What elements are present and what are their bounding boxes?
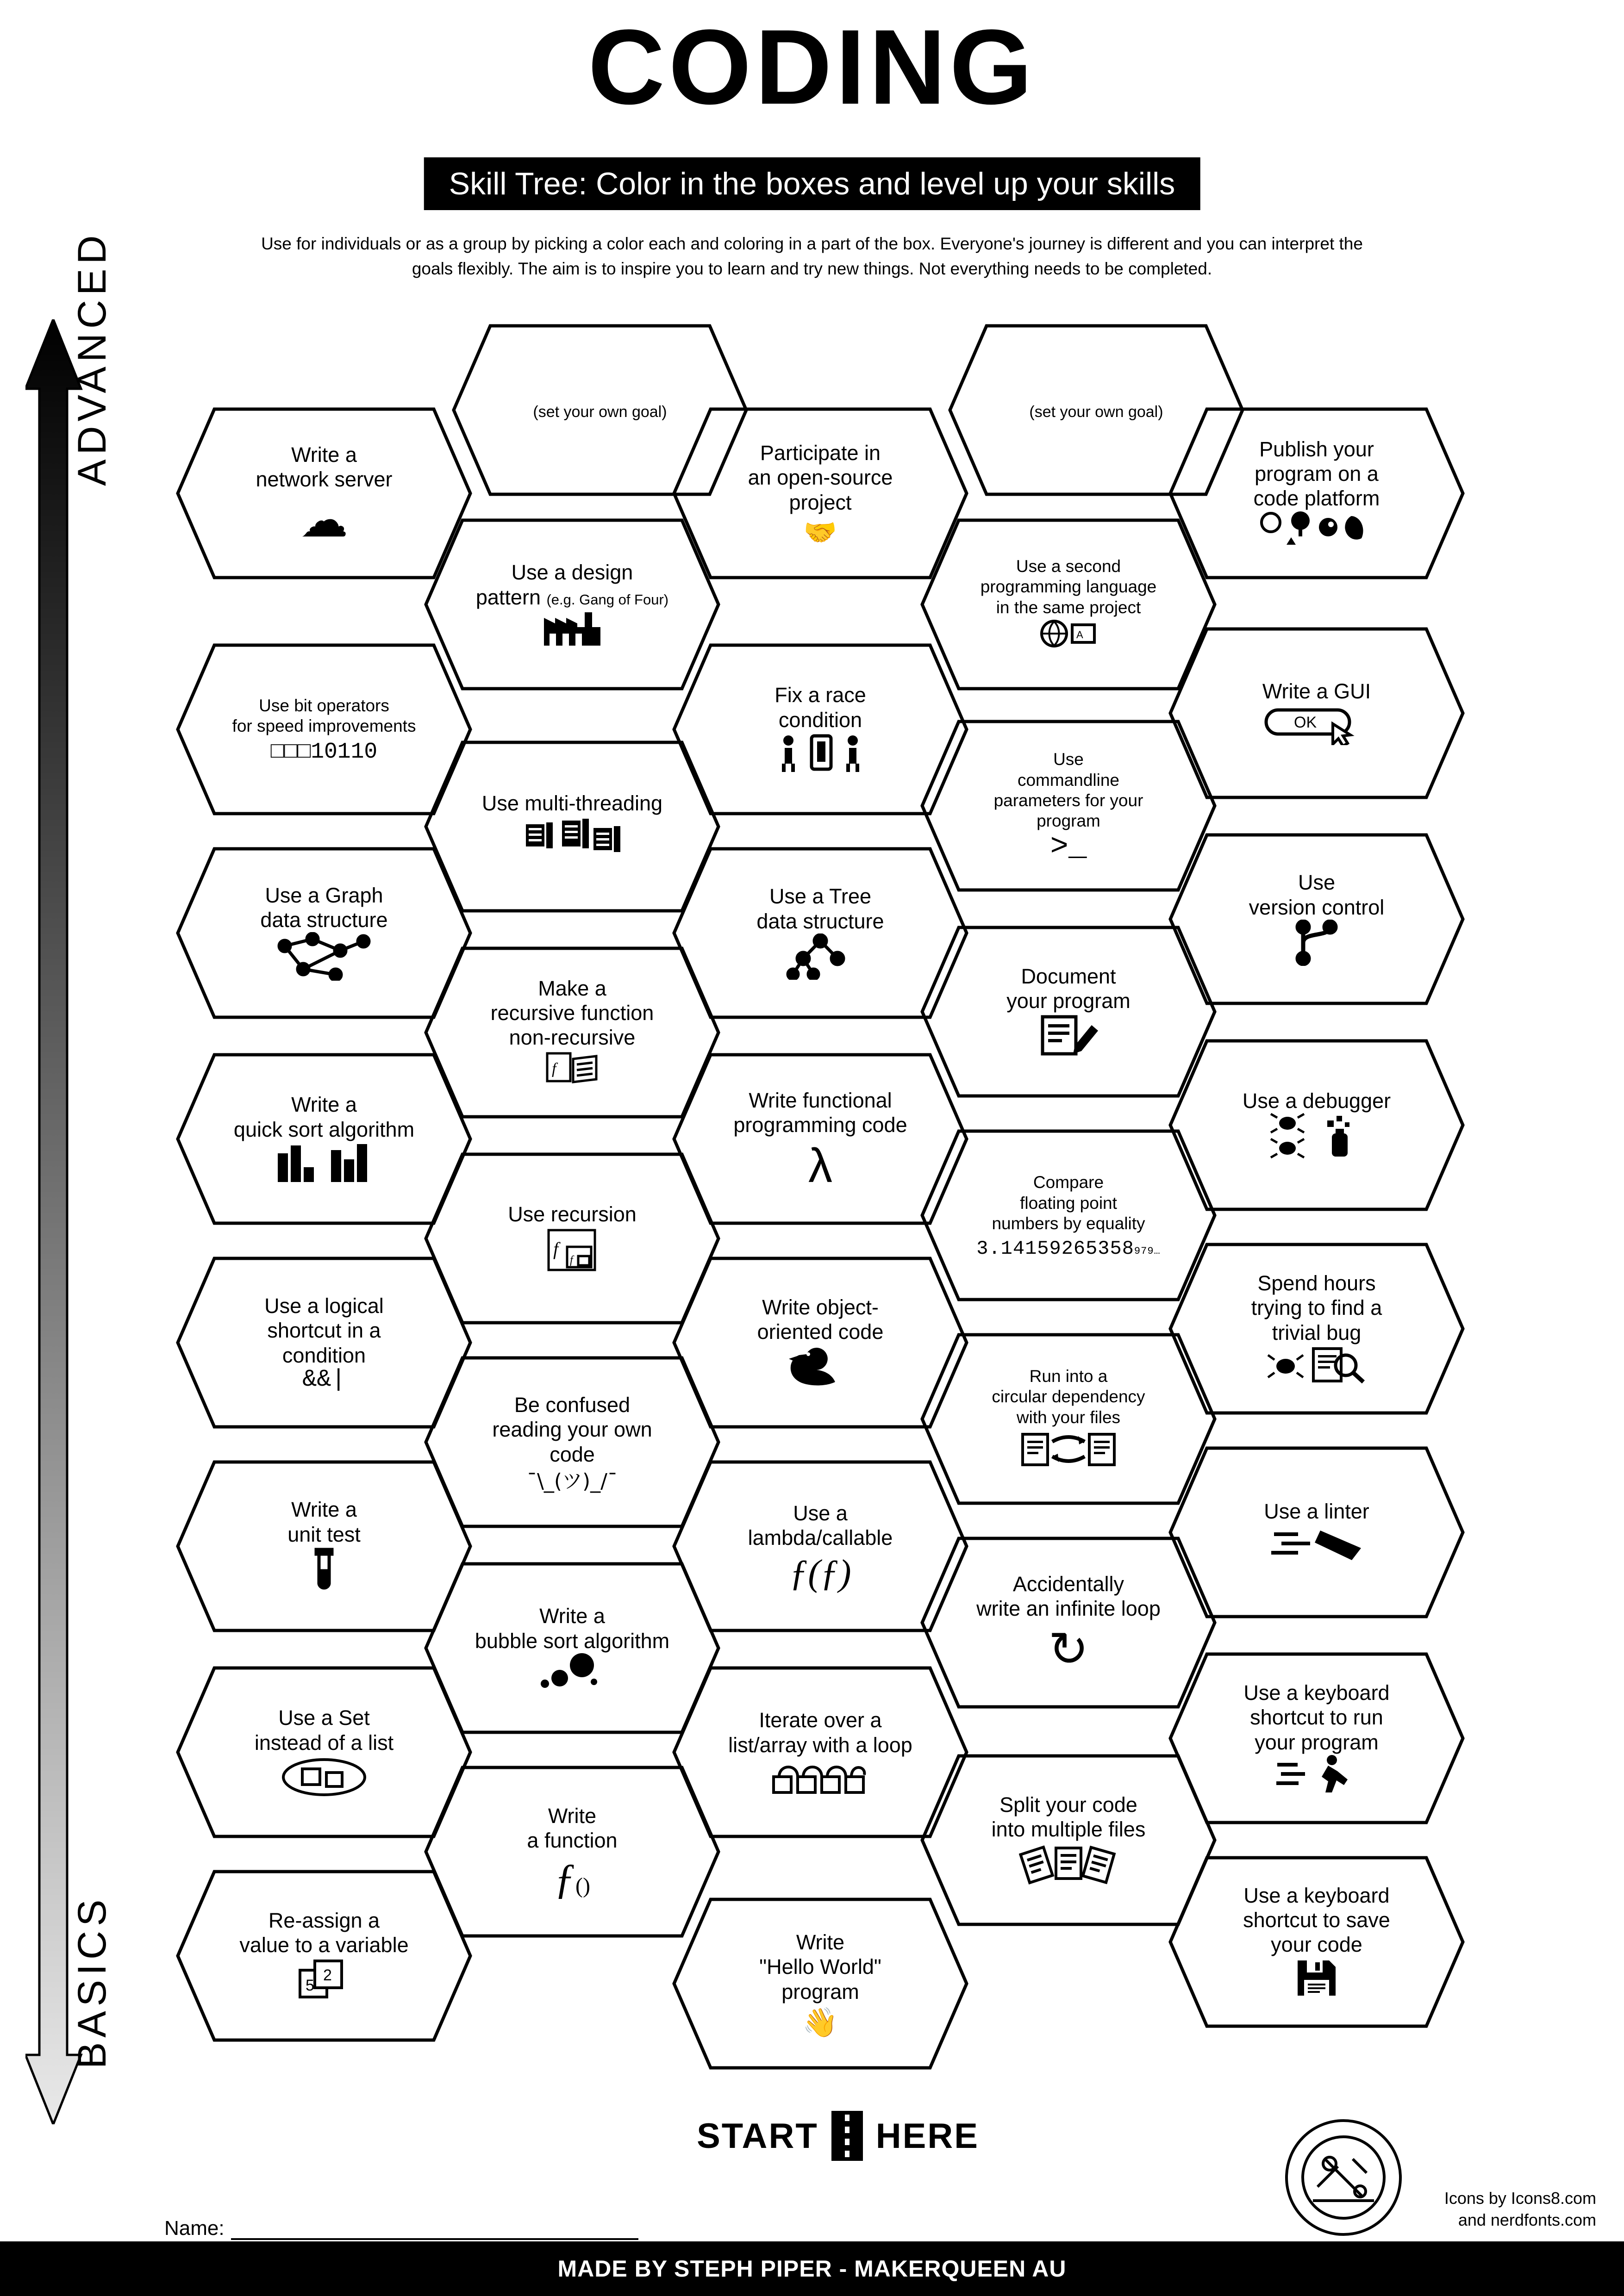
hex-label: Use a logical shortcut in a condition (264, 1294, 384, 1367)
hex-label: Use a Tree data structure (756, 884, 884, 933)
circular-files-icon (1020, 1428, 1117, 1472)
bug-search-icon (1267, 1345, 1367, 1387)
hex-label: Use recursion (508, 1202, 637, 1226)
goal-placeholder-text: (set your own goal) (533, 403, 667, 421)
set-icon (280, 1755, 368, 1799)
recursion-icon (546, 1226, 599, 1275)
name-field-row[interactable] (164, 2217, 638, 2240)
hex-label: Use a linter (1264, 1500, 1369, 1524)
start-here-marker (662, 2108, 1014, 2164)
svg-text:OK: OK (1294, 714, 1317, 732)
hex-label: Document your program (1006, 964, 1131, 1013)
lambda-icon: λ (808, 1139, 832, 1193)
svg-text:f: f (553, 1238, 558, 1260)
axis-label-advanced: ADVANCED (70, 230, 114, 486)
tree-icon (786, 933, 855, 982)
svg-text:f: f (552, 1060, 556, 1078)
skill-hex-publish-platform[interactable] (1168, 407, 1465, 579)
footer-bar (0, 2241, 1624, 2296)
variable-icon (296, 1957, 352, 2004)
race-icon (780, 732, 861, 776)
test-tube-icon (308, 1547, 340, 1595)
intro-paragraph: Use for individuals or as a group by picking a color each and coloring in a part of the box. Everyone's journey is different and you can interpret the goals flexibly. The aim is to inspire you to learn and try new things. Not everything needs to be completed. (261, 234, 1363, 278)
svg-text:f: f (569, 1254, 573, 1267)
hex-label: Write a network server (256, 442, 393, 491)
skill-hex-version-control[interactable] (1168, 833, 1465, 1005)
hex-label: Fix a race condition (775, 683, 866, 732)
page-title: CODING (588, 7, 1036, 126)
maker-stamp-icon (1285, 2119, 1402, 2236)
hex-label: Compare floating point numbers by equality (992, 1173, 1145, 1233)
hex-label: Accidentally write an infinite loop (976, 1572, 1161, 1620)
skill-hex-trivial-bug[interactable] (1168, 1243, 1465, 1415)
code-platforms-icon (1259, 510, 1374, 550)
operators-icon: &&| (302, 1365, 346, 1393)
start-label: START (697, 2116, 818, 2156)
function-icon: ƒ() (554, 1855, 590, 1903)
subtitle-banner: Skill Tree: Color in the boxes and level up your skills (424, 157, 1200, 210)
hex-label: Write functional programming code (733, 1088, 907, 1137)
handshake-icon: 🤝 (803, 517, 837, 548)
hex-label: Use a design pattern (e.g. Gang of Four) (475, 560, 669, 609)
factory-icon (542, 610, 602, 649)
hex-label: Iterate over a list/array with a loop (728, 1708, 912, 1757)
callable-icon: ƒ(ƒ) (789, 1553, 851, 1594)
function-page-icon (544, 1050, 600, 1089)
hex-label: Use a keyboard shortcut to run your program (1243, 1681, 1390, 1754)
multiple-files-icon (1019, 1842, 1118, 1888)
hex-label: Use bit operators for speed improvements (232, 696, 416, 735)
git-branch-icon (1291, 920, 1342, 968)
hex-label: Use a Graph data structure (260, 883, 388, 932)
graph-icon (275, 932, 373, 983)
credits-line-2: and nerdfonts.com (1458, 2210, 1596, 2230)
pi-icon: 3.14159265358979… (976, 1237, 1161, 1260)
hex-label: Write a bubble sort algorithm (475, 1604, 670, 1653)
duck-icon (788, 1344, 853, 1390)
hex-label: Make a recursive function non-recursive (490, 976, 654, 1050)
bits-icon: □□□10110 (270, 740, 378, 765)
name-label: Name: (164, 2217, 225, 2240)
hex-label: Use multi-threading (481, 791, 663, 815)
road-icon (831, 2111, 863, 2161)
hex-label: Use commandline parameters for your program (993, 750, 1143, 831)
hex-label: Write object- oriented code (757, 1295, 884, 1344)
hex-label: Split your code into multiple files (991, 1792, 1146, 1841)
hex-label: Re-assign a value to a variable (239, 1908, 409, 1957)
hex-label: Be confused reading your own code (492, 1393, 652, 1466)
hex-label: Use a lambda/callable (748, 1501, 893, 1549)
network-cloud-icon: ☁ (300, 493, 348, 548)
hex-label: Write "Hello World" program (759, 1930, 881, 2004)
name-input[interactable] (231, 2222, 638, 2240)
iterate-icon (767, 1757, 874, 1797)
run-icon (1276, 1755, 1357, 1796)
bars-sort-icon (275, 1142, 373, 1186)
hex-label: Run into a circular dependency with your files (992, 1366, 1145, 1427)
icon-credits (1444, 2188, 1596, 2231)
hex-label: Write a quick sort algorithm (233, 1093, 415, 1141)
hex-label: Publish your program on a code platform (1253, 437, 1380, 510)
hex-label: Write a GUI (1262, 679, 1371, 703)
svg-text:2: 2 (323, 1966, 332, 1985)
loop-icon: ↻ (1048, 1623, 1089, 1677)
ok-button-cursor-icon (1263, 703, 1370, 747)
hex-label: Use a Set instead of a list (254, 1706, 394, 1755)
hex-label: Write a unit test (287, 1498, 361, 1546)
axis-label-basics: BASICS (70, 1895, 114, 2069)
languages-icon (1038, 618, 1099, 653)
hex-label: Write a function (527, 1804, 618, 1852)
hex-label: Participate in an open-source project (748, 441, 893, 514)
debugger-icon (1267, 1113, 1367, 1162)
goal-placeholder-text: (set your own goal) (1029, 403, 1163, 421)
bubbles-icon (537, 1653, 607, 1692)
shrug-icon: ¯\_(ツ)_/¯ (527, 1469, 618, 1493)
hex-label: Use version control (1249, 871, 1385, 919)
wave-icon: 👋 (802, 2006, 838, 2039)
skill-hex-use-linter[interactable] (1168, 1446, 1465, 1618)
hex-label: Spend hours trying to find a trivial bug (1251, 1271, 1382, 1344)
svg-text:A: A (1076, 629, 1083, 641)
skill-hex-shortcut-run[interactable] (1168, 1652, 1465, 1824)
hex-label: Use a second programming language in the same project (980, 556, 1157, 617)
hex-label: Use a debugger (1242, 1089, 1391, 1113)
svg-text:5: 5 (306, 1977, 314, 1995)
here-label: HERE (875, 2116, 979, 2156)
terminal-icon: >_ (1050, 829, 1087, 864)
hex-label: Use a keyboard shortcut to save your code (1243, 1883, 1390, 1957)
skill-hex-write-gui[interactable] (1168, 627, 1465, 799)
skill-hex-shortcut-save[interactable] (1168, 1856, 1465, 2028)
threads-icon (521, 816, 623, 862)
credits-line-1: Icons by Icons8.com (1444, 2189, 1596, 2208)
broom-icon (1270, 1524, 1363, 1566)
document-pen-icon (1036, 1013, 1101, 1059)
floppy-icon (1295, 1957, 1339, 2001)
skill-hex-use-debugger[interactable] (1168, 1039, 1465, 1211)
footer-credit: MADE BY STEPH PIPER - MAKERQUEEN AU (557, 2256, 1067, 2282)
